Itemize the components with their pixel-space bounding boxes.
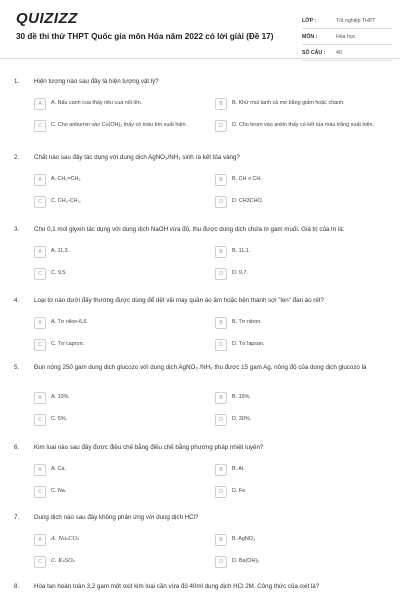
- question-number: 6.: [14, 444, 20, 451]
- question-text: Cho 0,1 mol glyxin tác dụng với dung dịch NaOH vừa đủ, thu được dung dịch chứa m gam muối. Giá trị của m là:: [34, 226, 345, 233]
- option-text: B. Khử mùi tanh cá mè bằng giấm hoặc chanh.: [232, 100, 345, 106]
- question-text: Đun nóng 250 gam dung dịch glucozo với dung dịch AgNO₃ /NH₃ thu được 15 gam Ag, nồng độ của dung dịch glucozo là: [34, 364, 367, 371]
- quizizz-logo: QUIZIZZ: [16, 10, 78, 27]
- option-text: B. 15%.: [232, 394, 251, 400]
- meta-value: Tốt nghiệp THPT: [336, 17, 376, 24]
- question-number: 4.: [14, 297, 20, 304]
- option-text: C. Cho anbumin vào Cu(OH)₂ thấy có màu tím xuất hiện.: [51, 122, 188, 128]
- option-text: B. AgNO₃: [232, 536, 256, 542]
- option-text: D. 30%.: [232, 416, 252, 422]
- question-number: 2.: [14, 154, 20, 161]
- question-text: Loại tơ nào dưới đây thường được dùng để dệt vải may quần áo ấm hoặc bện thành sợi "len" đan áo rét?: [34, 297, 324, 304]
- meta-label: LỚP :: [302, 17, 317, 24]
- question-text: Hòa tan hoàn toàn 3,2 gam một oxit kim loại cần vừa đủ 40ml dung dịch HCl 2M. Công thức của oxit là?: [34, 583, 320, 590]
- option-letter-box[interactable]: C: [34, 120, 46, 132]
- option-letter-box[interactable]: B: [215, 98, 227, 110]
- option-letter-box[interactable]: D: [215, 196, 227, 208]
- option-text: D. Tơ lapsan.: [232, 341, 265, 347]
- question-text: Dung dịch nào sau đây không phản ứng với dung dịch HCl?: [34, 514, 199, 521]
- option-letter-box[interactable]: B: [215, 246, 227, 258]
- option-text: D. 9,7.: [232, 270, 248, 276]
- option-text: C. Tơ capron.: [51, 341, 85, 347]
- meta-value: 40: [336, 49, 342, 56]
- option-letter-box[interactable]: D: [215, 268, 227, 280]
- option-letter-box[interactable]: B: [215, 317, 227, 329]
- question-text: Hiện tượng nào sau đây là hiện tượng vật lý?: [34, 78, 159, 85]
- option-letter-box[interactable]: A: [34, 534, 46, 546]
- option-text: A. 11,3.: [51, 248, 70, 254]
- question-number: 7.: [14, 514, 20, 521]
- option-text: A. 10%.: [51, 394, 70, 400]
- option-text: D. Ba(OH)₂: [232, 558, 260, 564]
- question-text: Kim loại nào sau đây được điều chế bằng điều chế bằng phương pháp nhiệt luyện?: [34, 444, 264, 451]
- option-text: A. Tơ nilon-6,6.: [51, 319, 88, 325]
- option-letter-box[interactable]: B: [215, 534, 227, 546]
- option-letter-box[interactable]: C: [34, 196, 46, 208]
- option-letter-box[interactable]: D: [215, 339, 227, 351]
- option-letter-box[interactable]: D: [215, 556, 227, 568]
- option-letter-box[interactable]: C: [34, 486, 46, 498]
- option-text: C. 9,5.: [51, 270, 67, 276]
- option-text: D. Fe.: [232, 488, 247, 494]
- option-text: A. Nấu canh cua thấy riêu cua nổi lên.: [51, 100, 143, 106]
- option-text: C. Na.: [51, 488, 67, 494]
- question-number: 3.: [14, 226, 20, 233]
- option-letter-box[interactable]: B: [215, 464, 227, 476]
- option-text: B. Tơ nitron.: [232, 319, 262, 325]
- option-letter-box[interactable]: B: [215, 392, 227, 404]
- question-number: 1.: [14, 78, 20, 85]
- option-text: B. Al.: [232, 466, 245, 472]
- question-number: 8.: [14, 583, 20, 590]
- option-letter-box[interactable]: D: [215, 120, 227, 132]
- option-letter-box[interactable]: A: [34, 174, 46, 186]
- option-text: C. CH₃-CH₃.: [51, 198, 82, 204]
- option-letter-box[interactable]: C: [34, 339, 46, 351]
- option-letter-box[interactable]: A: [34, 98, 46, 110]
- option-text: D. Cho brom vào anilin thấy có kết tủa màu trắng xuất hiện.: [232, 122, 375, 128]
- option-letter-box[interactable]: C: [34, 556, 46, 568]
- meta-row-class: [302, 13, 392, 29]
- option-letter-box[interactable]: D: [215, 486, 227, 498]
- option-letter-box[interactable]: D: [215, 414, 227, 426]
- option-text: A. Na₂CO₃: [51, 536, 80, 542]
- option-letter-box[interactable]: A: [34, 317, 46, 329]
- option-text: A. Ca.: [51, 466, 66, 472]
- option-letter-box[interactable]: B: [215, 174, 227, 186]
- option-letter-box[interactable]: C: [34, 268, 46, 280]
- option-text: B. 11,1.: [232, 248, 251, 254]
- meta-row-subject: [302, 29, 392, 45]
- option-text: C. K₂SO₄: [51, 558, 75, 564]
- option-text: A. CH₂=CH₂.: [51, 176, 82, 182]
- question-text: Chất nào sau đây tác dụng với dung dịch AgNO₃/NH₃ sinh ra kết tủa vàng?: [34, 154, 240, 161]
- option-text: D. CH3CHO.: [232, 198, 264, 204]
- option-letter-box[interactable]: A: [34, 392, 46, 404]
- option-letter-box[interactable]: A: [34, 246, 46, 258]
- worksheet-header: [0, 0, 400, 59]
- meta-value: Hóa học: [336, 33, 356, 40]
- meta-row-count: [302, 45, 392, 61]
- meta-label: MÔN :: [302, 33, 318, 40]
- option-text: C. 5%.: [51, 416, 68, 422]
- option-text: B. CH ≡ CH.: [232, 176, 262, 182]
- meta-label: SỐ CÂU :: [302, 49, 326, 56]
- option-letter-box[interactable]: A: [34, 464, 46, 476]
- question-number: 5.: [14, 364, 20, 371]
- worksheet-meta: [302, 13, 392, 61]
- option-letter-box[interactable]: C: [34, 414, 46, 426]
- worksheet-title: 30 đề thi thử THPT Quốc gia môn Hóa năm 2022 có lời giải (Đề 17): [16, 32, 274, 41]
